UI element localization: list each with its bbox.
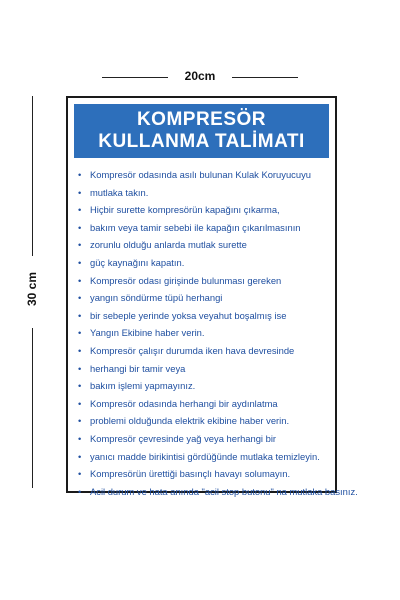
instruction-line <box>76 395 329 413</box>
instruction-text: bakım işlemi yapmayınız. <box>90 380 196 392</box>
instruction-list <box>76 166 358 500</box>
bullet-icon: • <box>78 344 82 356</box>
bullet-icon: • <box>78 432 82 444</box>
instruction-line <box>76 324 329 342</box>
instruction-line <box>76 483 358 501</box>
instruction-text: mutlaka takın. <box>90 186 149 198</box>
bullet-icon: • <box>78 485 82 497</box>
instruction-text: güç kaynağını kapatın. <box>90 256 185 268</box>
instruction-text: problemi olduğunda elektrik ekibine haber verin. <box>90 415 290 427</box>
bullet-icon: • <box>78 450 82 462</box>
instruction-line <box>76 201 329 219</box>
instruction-line <box>76 360 329 378</box>
instruction-line <box>76 184 329 202</box>
instruction-text: bakım veya tamir sebebi ile kapağın çıkarılmasının <box>90 221 301 233</box>
height-dimension-line-bottom <box>32 328 33 488</box>
bullet-icon: • <box>78 468 82 480</box>
instruction-line <box>76 272 329 290</box>
height-dimension <box>22 96 42 488</box>
instruction-text: Kompresör odası girişinde bulunması gereken <box>90 274 282 286</box>
bullet-icon: • <box>78 256 82 268</box>
height-dimension-line-top <box>32 96 33 256</box>
instruction-text: yangın söndürme tüpü herhangi <box>90 292 223 304</box>
bullet-icon: • <box>78 327 82 339</box>
instruction-text: bir sebeple yerinde yoksa veyahut boşalmış ise <box>90 309 287 321</box>
bullet-icon: • <box>78 362 82 374</box>
instruction-line <box>76 448 329 466</box>
bullet-icon: • <box>78 169 82 180</box>
instruction-text: Yangın Ekibine haber verin. <box>90 327 205 339</box>
instruction-text: Kompresör çalışır durumda iken hava devresinde <box>90 344 295 356</box>
instruction-line <box>76 430 329 448</box>
sign-title-line-1: KOMPRESÖR <box>136 109 267 130</box>
instruction-line <box>76 307 329 325</box>
width-dimension-label: 20cm <box>184 69 216 83</box>
bullet-icon: • <box>78 397 82 409</box>
bullet-icon: • <box>78 221 82 233</box>
instruction-sign <box>66 96 358 497</box>
width-dimension <box>102 66 298 86</box>
bullet-icon: • <box>78 380 82 392</box>
bullet-icon: • <box>78 186 82 198</box>
instruction-line <box>76 465 329 483</box>
instruction-text: zorunlu olduğu anlarda mutlak surette <box>90 239 247 251</box>
bullet-icon: • <box>78 204 82 216</box>
instruction-text: Acil durum ve hata anında "acil stop butonu" na mutlaka basınız. <box>90 485 358 497</box>
bullet-icon: • <box>78 274 82 286</box>
instruction-text: yanıcı madde birikintisi gördüğünde mutlaka temizleyin. <box>90 450 320 462</box>
bullet-icon: • <box>78 309 82 321</box>
instruction-line <box>76 254 329 272</box>
instruction-line <box>76 289 329 307</box>
instruction-text: Kompresör odasında asılı bulunan Kulak Koruyucuyu <box>90 169 311 180</box>
height-dimension-label: 30 cm <box>25 271 39 307</box>
instruction-text: Hiçbir surette kompresörün kapağını çıkarma, <box>90 204 280 216</box>
instruction-text: Kompresörün ürettiği basınçlı havayı solumayın. <box>90 468 291 480</box>
instruction-line <box>76 236 329 254</box>
instruction-text: Kompresör çevresinde yağ veya herhangi bir <box>90 432 277 444</box>
instruction-line <box>76 377 329 395</box>
bullet-icon: • <box>78 239 82 251</box>
instruction-line <box>76 166 329 184</box>
instruction-line <box>76 342 329 360</box>
instruction-text: Kompresör odasında herhangi bir aydınlatma <box>90 397 278 409</box>
width-dimension-line-right <box>232 77 298 78</box>
bullet-icon: • <box>78 292 82 304</box>
sign-title-banner <box>74 104 329 158</box>
instruction-line <box>76 412 329 430</box>
instruction-text: herhangi bir tamir veya <box>90 362 186 374</box>
sign-title-line-2: KULLANMA TALİMATI <box>98 131 305 152</box>
instruction-line <box>76 219 329 237</box>
bullet-icon: • <box>78 415 82 427</box>
